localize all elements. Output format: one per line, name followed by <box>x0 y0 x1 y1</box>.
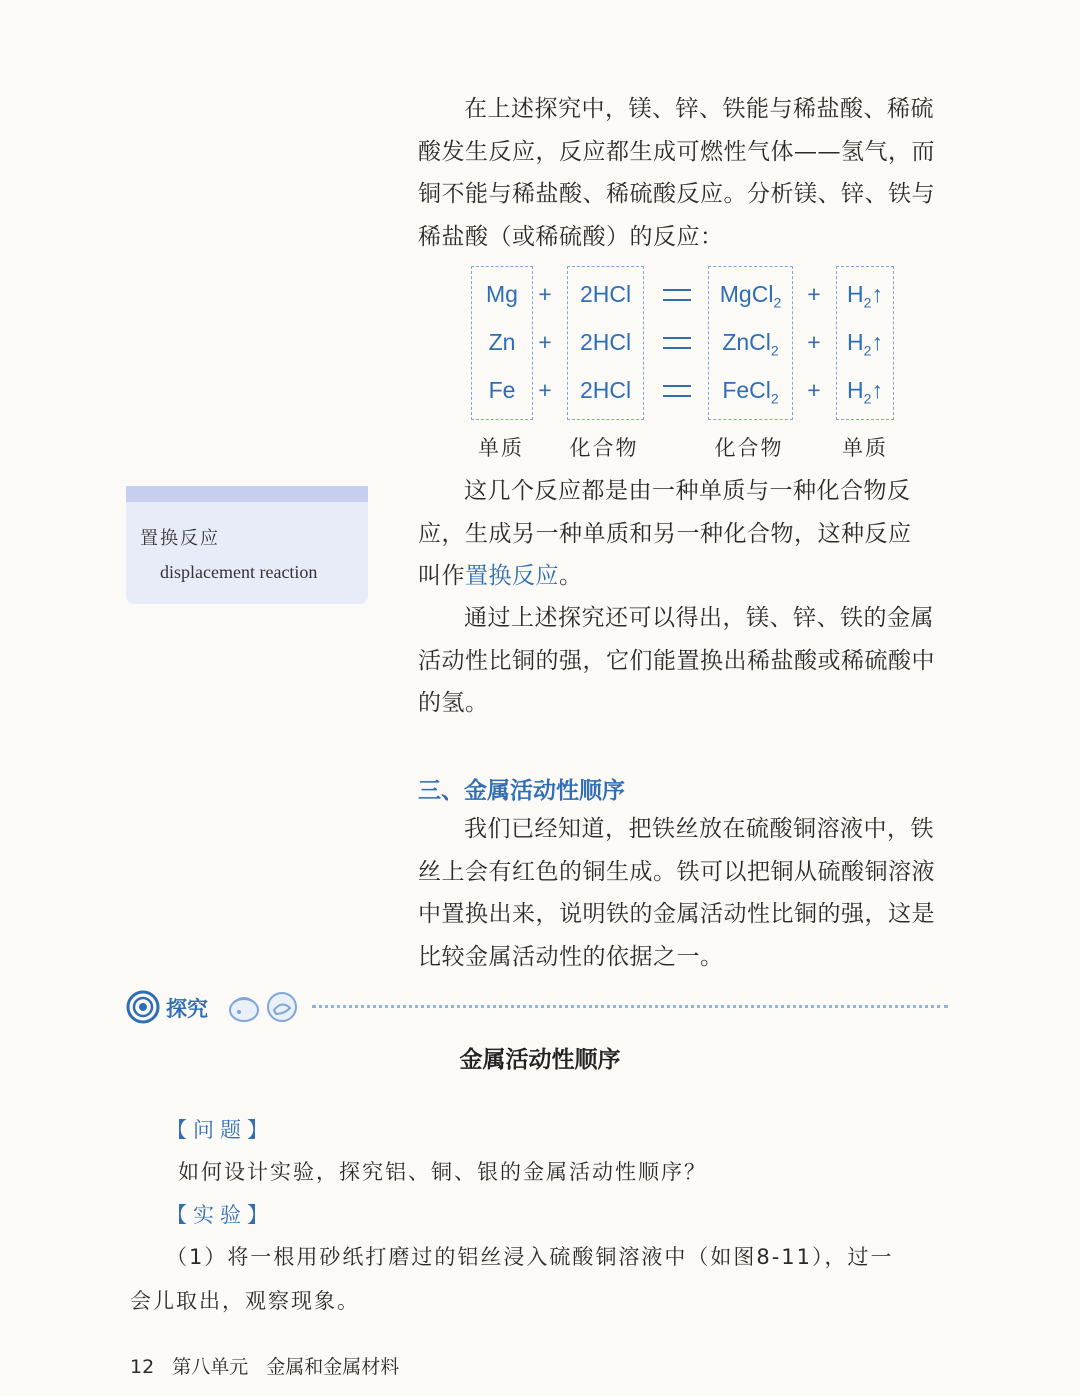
section-title: 三、金属活动性顺序 <box>418 778 625 804</box>
section-paragraph <box>418 808 953 978</box>
metal-cell: Zn <box>488 329 516 355</box>
glossary-box <box>126 486 368 604</box>
category-label: 单质 <box>478 436 524 460</box>
plus-sign: + <box>538 281 552 307</box>
text-line: 稀盐酸（或稀硫酸）的反应： <box>418 223 724 250</box>
up-arrow-icon: ↑ <box>871 329 883 355</box>
explore-label: 探究 <box>166 997 208 1021</box>
text-line: 应，生成另一种单质和另一种化合物，这种反应 <box>418 520 912 547</box>
text-line: 活动性比铜的强，它们能置换出稀盐酸或稀硫酸中 <box>418 647 935 674</box>
text-line: 的氢。 <box>418 690 489 716</box>
flask-icon <box>226 990 262 1024</box>
acid-cell: 2HCl <box>579 329 632 355</box>
text-line: 这几个反应都是由一种单质与一种化合物反 <box>464 478 911 504</box>
up-arrow-icon: ↑ <box>871 281 883 307</box>
key-term: 置换反应 <box>465 563 559 589</box>
intro-paragraph <box>418 88 953 258</box>
page-footer <box>130 1352 417 1379</box>
salt-cell: MgCl$_2$ <box>719 281 782 311</box>
text-line: 酸发生反应，反应都生成可燃性气体——氢气，而 <box>418 138 935 165</box>
explore-target-icon <box>126 990 160 1024</box>
equals-sign <box>663 289 691 301</box>
plus-sign: + <box>538 377 552 403</box>
experiment-step: （1）将一根用砂纸打磨过的铝丝浸入硫酸铜溶液中（如图8-11），过一 <box>166 1245 894 1269</box>
gas-cell: $H_2↑$ <box>847 281 883 311</box>
text-line: 在上述探究中，镁、锌、铁能与稀盐酸、稀硫 <box>464 96 934 122</box>
unit-title: 金属和金属材料 <box>266 1356 400 1378</box>
text-line: 叫作置换反应。 <box>418 563 583 589</box>
up-arrow-icon: ↑ <box>871 377 883 403</box>
glossary-term-en: displacement reaction <box>160 562 318 582</box>
plus-sign: + <box>807 377 821 403</box>
acid-cell: 2HCl <box>579 281 632 307</box>
metal-cell: Fe <box>488 377 516 403</box>
plus-sign: + <box>807 329 821 355</box>
text-line: 比较金属活动性的依据之一。 <box>418 943 724 970</box>
plus-sign: + <box>807 281 821 307</box>
question-label: 【问题】 <box>166 1118 274 1142</box>
salt-cell: FeCl$_2$ <box>722 377 779 407</box>
explore-title: 金属活动性顺序 <box>459 1047 621 1073</box>
glossary-term-zh: 置换反应 <box>140 528 220 549</box>
glossary-header-bar <box>126 486 368 502</box>
category-label: 化合物 <box>714 436 784 460</box>
text-line: 中置换出来，说明铁的金属活动性比铜的强，这是 <box>418 901 935 927</box>
gas-cell: $H_2↑$ <box>847 377 883 407</box>
hand-icon <box>264 990 300 1024</box>
experiment-step-continued: 会儿取出，观察现象。 <box>130 1289 360 1313</box>
salt-cell: ZnCl$_2$ <box>722 329 779 359</box>
question-text: 如何设计实验，探究铝、铜、银的金属活动性顺序？ <box>178 1160 707 1184</box>
text-line: 铜不能与稀盐酸、稀硫酸反应。分析镁、锌、铁与 <box>418 181 935 207</box>
experiment-label: 【实验】 <box>166 1203 274 1227</box>
plus-sign: + <box>538 329 552 355</box>
text-line: 通过上述探究还可以得出，镁、锌、铁的金属 <box>464 605 934 631</box>
page-number: 12 <box>130 1356 155 1378</box>
banner-divider <box>312 1005 948 1008</box>
gas-cell: $H_2↑$ <box>847 329 883 359</box>
category-label: 化合物 <box>569 436 639 460</box>
text-line: 丝上会有红色的铜生成。铁可以把铜从硫酸铜溶液 <box>418 858 935 885</box>
definition-paragraph <box>418 470 953 598</box>
text-line: 我们已经知道，把铁丝放在硫酸铜溶液中，铁 <box>464 816 934 842</box>
acid-cell: 2HCl <box>579 377 632 403</box>
equals-sign <box>663 385 691 397</box>
equals-sign <box>663 337 691 349</box>
category-label: 单质 <box>842 436 888 460</box>
conclusion-paragraph <box>418 597 953 725</box>
unit-label: 第八单元 <box>172 1356 249 1378</box>
metal-cell: Mg <box>486 281 518 307</box>
